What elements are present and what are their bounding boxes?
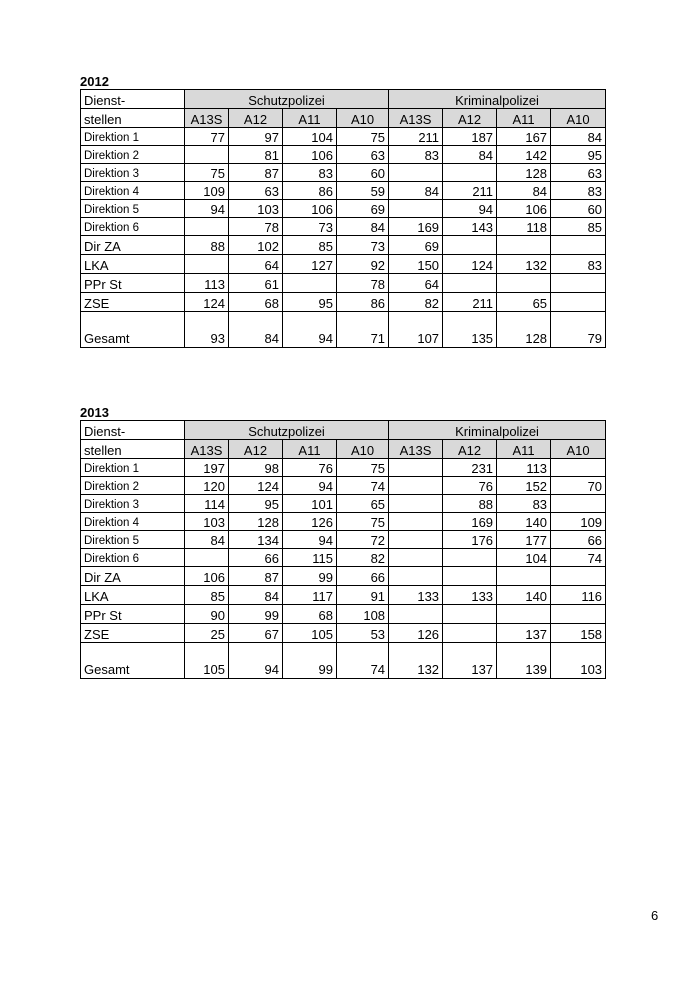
table-cell: 53 [337, 624, 389, 643]
table-cell: 78 [337, 274, 389, 293]
table-year-heading: 2013 [80, 405, 109, 420]
total-cell: 74 [337, 643, 389, 679]
table-cell: 169 [389, 218, 443, 236]
table-cell: 98 [229, 459, 283, 477]
table-cell: 82 [389, 293, 443, 312]
table-cell [497, 567, 551, 586]
table-row [81, 586, 606, 605]
table-cell [443, 605, 497, 624]
table-cell: 84 [443, 146, 497, 164]
header-row-groups [81, 421, 606, 440]
table-cell: 85 [185, 586, 229, 605]
table-cell: 187 [443, 128, 497, 146]
table-cell: 211 [443, 182, 497, 200]
column-header: A11 [497, 109, 551, 128]
table-cell: 104 [283, 128, 337, 146]
table-cell: 70 [551, 477, 606, 495]
table-cell: 97 [229, 128, 283, 146]
table-cell: 66 [229, 549, 283, 567]
table-cell: 103 [185, 513, 229, 531]
table-cell: 84 [497, 182, 551, 200]
table-row [81, 146, 606, 164]
row-label: Direktion 5 [81, 531, 185, 549]
table-cell: 84 [337, 218, 389, 236]
row-label: Direktion 2 [81, 146, 185, 164]
table-cell: 68 [229, 293, 283, 312]
table-cell: 140 [497, 586, 551, 605]
table-cell: 133 [389, 586, 443, 605]
table-cell: 60 [337, 164, 389, 182]
header-row-columns [81, 109, 606, 128]
total-label: Gesamt [81, 312, 185, 348]
table-cell: 64 [229, 255, 283, 274]
table-cell: 150 [389, 255, 443, 274]
table-cell [389, 164, 443, 182]
total-cell: 93 [185, 312, 229, 348]
table-row [81, 531, 606, 549]
table-cell: 75 [337, 513, 389, 531]
table-cell: 99 [229, 605, 283, 624]
table-cell: 83 [551, 255, 606, 274]
table-cell: 90 [185, 605, 229, 624]
table-cell [389, 459, 443, 477]
table-cell: 86 [283, 182, 337, 200]
table-cell [389, 477, 443, 495]
table-cell [443, 549, 497, 567]
table-cell: 99 [283, 567, 337, 586]
row-label: ZSE [81, 293, 185, 312]
table-row [81, 293, 606, 312]
table-cell: 103 [229, 200, 283, 218]
row-label: Direktion 4 [81, 182, 185, 200]
table-cell: 231 [443, 459, 497, 477]
column-header: A11 [497, 440, 551, 459]
table-cell: 64 [389, 274, 443, 293]
table-row [81, 128, 606, 146]
table-cell: 87 [229, 567, 283, 586]
table-cell: 74 [337, 477, 389, 495]
table-body [81, 421, 606, 679]
table-cell: 105 [283, 624, 337, 643]
table-cell [185, 218, 229, 236]
total-cell: 132 [389, 643, 443, 679]
table-cell [389, 495, 443, 513]
header-row-groups [81, 90, 606, 109]
table-cell: 132 [497, 255, 551, 274]
table-cell: 63 [551, 164, 606, 182]
table-cell: 113 [497, 459, 551, 477]
table-cell: 120 [185, 477, 229, 495]
table-cell: 106 [497, 200, 551, 218]
row-label: PPr St [81, 274, 185, 293]
total-cell: 135 [443, 312, 497, 348]
table-cell: 66 [551, 531, 606, 549]
row-label: Direktion 6 [81, 218, 185, 236]
table-cell: 113 [185, 274, 229, 293]
row-header-label-line1: Dienst- [81, 421, 185, 440]
table-cell: 74 [551, 549, 606, 567]
table-cell: 167 [497, 128, 551, 146]
table-cell: 117 [283, 586, 337, 605]
table-cell [389, 567, 443, 586]
table-cell [443, 624, 497, 643]
row-label: Direktion 1 [81, 459, 185, 477]
table-cell: 177 [497, 531, 551, 549]
table-cell: 95 [283, 293, 337, 312]
table-cell: 158 [551, 624, 606, 643]
table-cell: 94 [283, 477, 337, 495]
table-cell: 137 [497, 624, 551, 643]
table-row [81, 236, 606, 255]
row-label: LKA [81, 586, 185, 605]
table-cell: 211 [443, 293, 497, 312]
table-cell: 133 [443, 586, 497, 605]
group-header-kriminalpolizei: Kriminalpolizei [389, 90, 606, 109]
row-label: Direktion 1 [81, 128, 185, 146]
column-header: A13S [185, 109, 229, 128]
column-header: A11 [283, 109, 337, 128]
table-row [81, 200, 606, 218]
row-label: Dir ZA [81, 567, 185, 586]
table-cell: 115 [283, 549, 337, 567]
table-cell: 109 [185, 182, 229, 200]
table-cell [185, 255, 229, 274]
table-cell: 106 [283, 146, 337, 164]
table-cell: 83 [497, 495, 551, 513]
row-header-label-line1: Dienst- [81, 90, 185, 109]
table-cell: 142 [497, 146, 551, 164]
table-cell: 77 [185, 128, 229, 146]
table-cell: 76 [283, 459, 337, 477]
table-row [81, 549, 606, 567]
row-header-label-line2: stellen [81, 440, 185, 459]
table-cell: 95 [229, 495, 283, 513]
table-cell [443, 236, 497, 255]
column-header: A10 [337, 109, 389, 128]
table-cell [551, 567, 606, 586]
table-cell [551, 274, 606, 293]
row-label: Direktion 3 [81, 495, 185, 513]
table-cell: 134 [229, 531, 283, 549]
table-cell: 91 [337, 586, 389, 605]
table-cell: 76 [443, 477, 497, 495]
row-label: Direktion 4 [81, 513, 185, 531]
table-cell: 124 [185, 293, 229, 312]
table-cell: 124 [229, 477, 283, 495]
table-year-heading: 2012 [80, 74, 109, 89]
total-cell: 107 [389, 312, 443, 348]
column-header: A13S [185, 440, 229, 459]
row-label: LKA [81, 255, 185, 274]
table-cell: 81 [229, 146, 283, 164]
table-cell: 63 [229, 182, 283, 200]
table-row [81, 274, 606, 293]
table-cell: 101 [283, 495, 337, 513]
row-label: Direktion 3 [81, 164, 185, 182]
row-label: PPr St [81, 605, 185, 624]
table-cell: 75 [185, 164, 229, 182]
table-cell: 84 [551, 128, 606, 146]
table-cell [551, 236, 606, 255]
column-header: A10 [551, 109, 606, 128]
table-cell [497, 605, 551, 624]
total-label: Gesamt [81, 643, 185, 679]
table-cell: 75 [337, 128, 389, 146]
table-cell [443, 274, 497, 293]
table-cell: 94 [283, 531, 337, 549]
table-cell: 82 [337, 549, 389, 567]
table-cell [185, 549, 229, 567]
table-cell: 60 [551, 200, 606, 218]
table-row [81, 605, 606, 624]
table-cell: 61 [229, 274, 283, 293]
table-cell: 69 [389, 236, 443, 255]
table-cell [389, 200, 443, 218]
row-label: Direktion 5 [81, 200, 185, 218]
table-cell: 118 [497, 218, 551, 236]
table-cell: 114 [185, 495, 229, 513]
table-cell: 95 [551, 146, 606, 164]
table-row [81, 255, 606, 274]
table-cell: 140 [497, 513, 551, 531]
table-cell [551, 293, 606, 312]
table-cell [389, 605, 443, 624]
page-number: 6 [651, 908, 659, 923]
data-table [80, 89, 606, 348]
table-body [81, 90, 606, 348]
column-header: A10 [337, 440, 389, 459]
table-cell: 85 [283, 236, 337, 255]
total-row [81, 643, 606, 679]
table-row [81, 567, 606, 586]
table-cell: 92 [337, 255, 389, 274]
group-header-schutzpolizei: Schutzpolizei [185, 421, 389, 440]
header-row-columns [81, 440, 606, 459]
row-label: Direktion 6 [81, 549, 185, 567]
column-header: A11 [283, 440, 337, 459]
table-cell: 72 [337, 531, 389, 549]
table-cell [443, 567, 497, 586]
total-cell: 137 [443, 643, 497, 679]
table-cell: 94 [185, 200, 229, 218]
table-cell: 84 [389, 182, 443, 200]
column-header: A12 [443, 109, 497, 128]
table-cell: 94 [443, 200, 497, 218]
total-row [81, 312, 606, 348]
table-cell: 116 [551, 586, 606, 605]
column-header: A12 [229, 109, 283, 128]
table-cell: 143 [443, 218, 497, 236]
table-row [81, 624, 606, 643]
table-cell: 25 [185, 624, 229, 643]
table-cell [551, 495, 606, 513]
table-row [81, 218, 606, 236]
table-row [81, 477, 606, 495]
table-cell [443, 164, 497, 182]
total-cell: 139 [497, 643, 551, 679]
table-cell: 63 [337, 146, 389, 164]
group-header-kriminalpolizei: Kriminalpolizei [389, 421, 606, 440]
table-row [81, 459, 606, 477]
table-row [81, 495, 606, 513]
total-cell: 71 [337, 312, 389, 348]
table-cell [389, 513, 443, 531]
table-cell: 106 [185, 567, 229, 586]
total-cell: 105 [185, 643, 229, 679]
table-cell: 169 [443, 513, 497, 531]
column-header: A13S [389, 109, 443, 128]
row-label: Dir ZA [81, 236, 185, 255]
table-cell [389, 549, 443, 567]
table-cell: 87 [229, 164, 283, 182]
total-cell: 103 [551, 643, 606, 679]
table-cell: 66 [337, 567, 389, 586]
table-cell: 86 [337, 293, 389, 312]
table-cell: 78 [229, 218, 283, 236]
total-cell: 79 [551, 312, 606, 348]
row-label: Direktion 2 [81, 477, 185, 495]
data-table [80, 420, 606, 679]
table-cell [497, 236, 551, 255]
total-cell: 84 [229, 312, 283, 348]
table-cell: 67 [229, 624, 283, 643]
table-cell: 109 [551, 513, 606, 531]
table-cell: 83 [551, 182, 606, 200]
table-row [81, 513, 606, 531]
table-cell: 176 [443, 531, 497, 549]
column-header: A13S [389, 440, 443, 459]
table-cell: 59 [337, 182, 389, 200]
column-header: A12 [229, 440, 283, 459]
table-cell: 84 [229, 586, 283, 605]
table-cell: 84 [185, 531, 229, 549]
table-cell: 104 [497, 549, 551, 567]
total-cell: 94 [283, 312, 337, 348]
table-cell: 128 [497, 164, 551, 182]
column-header: A12 [443, 440, 497, 459]
table-cell: 83 [283, 164, 337, 182]
table-cell: 83 [389, 146, 443, 164]
row-label: ZSE [81, 624, 185, 643]
table-cell: 65 [497, 293, 551, 312]
table-row [81, 164, 606, 182]
table-cell: 68 [283, 605, 337, 624]
table-cell [497, 274, 551, 293]
table-cell: 102 [229, 236, 283, 255]
table-cell: 211 [389, 128, 443, 146]
table-cell: 124 [443, 255, 497, 274]
table-row [81, 182, 606, 200]
table-cell: 65 [337, 495, 389, 513]
table-cell: 73 [337, 236, 389, 255]
table-cell [551, 605, 606, 624]
table-cell: 106 [283, 200, 337, 218]
table-cell: 126 [389, 624, 443, 643]
table-cell [283, 274, 337, 293]
table-cell: 197 [185, 459, 229, 477]
table-cell: 85 [551, 218, 606, 236]
table-cell [551, 459, 606, 477]
table-cell: 88 [185, 236, 229, 255]
table-cell: 152 [497, 477, 551, 495]
table-cell: 73 [283, 218, 337, 236]
column-header: A10 [551, 440, 606, 459]
table-cell: 69 [337, 200, 389, 218]
total-cell: 128 [497, 312, 551, 348]
total-cell: 94 [229, 643, 283, 679]
table-cell: 126 [283, 513, 337, 531]
group-header-schutzpolizei: Schutzpolizei [185, 90, 389, 109]
total-cell: 99 [283, 643, 337, 679]
table-cell: 88 [443, 495, 497, 513]
table-cell [389, 531, 443, 549]
table-cell: 108 [337, 605, 389, 624]
table-cell: 128 [229, 513, 283, 531]
table-cell [185, 146, 229, 164]
row-header-label-line2: stellen [81, 109, 185, 128]
table-cell: 75 [337, 459, 389, 477]
table-cell: 127 [283, 255, 337, 274]
